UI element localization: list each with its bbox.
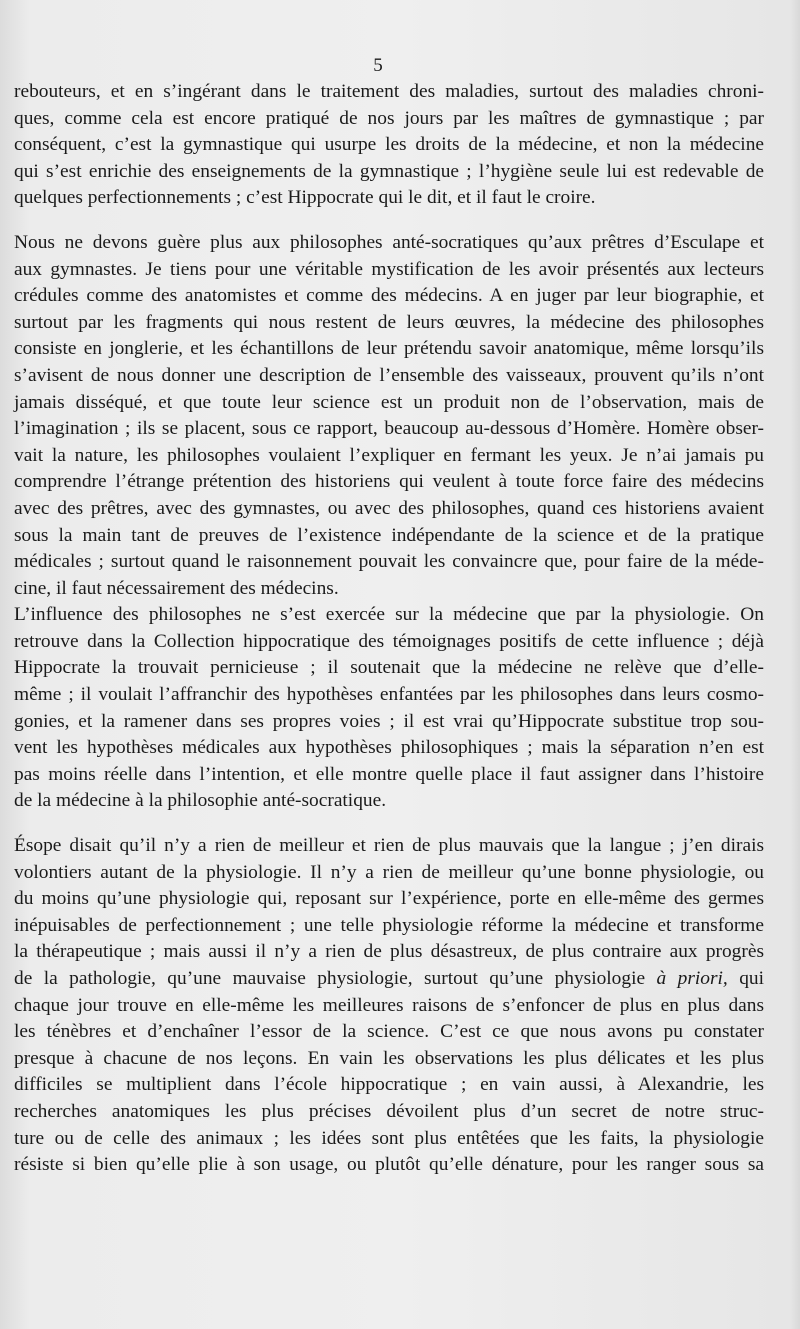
body-text: [14, 79, 764, 1179]
text-line: crédules comme des anatomistes et comme des médecins. A en juger par leur biographie, et: [14, 285, 764, 307]
text-line: qui s’est enrichie des enseignements de la gymnastique ; l’hygiène seule lui est redevable de: [14, 160, 764, 182]
text-line: ture ou de celle des animaux ; les idées sont plus entêtées que les faits, la physiologie: [14, 1127, 764, 1149]
text-line: vent les hypothèses médicales aux hypothèses philosophiques ; mais la séparation n’en est: [14, 737, 764, 759]
paragraph-3: [14, 602, 764, 815]
text-line: comprendre l’étrange prétention des historiens qui veulent à toute force faire des médecins: [14, 471, 764, 493]
text-line: rebouteurs, et en s’ingérant dans le traitement des maladies, surtout des maladies chroni-: [14, 81, 764, 102]
text-line: chaque jour trouve en elle-même les meilleures raisons de s’enfoncer de plus en plus dans: [14, 994, 764, 1016]
text-line: retrouve dans la Collection hippocratique des témoignages positifs de cette influence ; déjà: [14, 630, 764, 652]
text-line: s’avisent de nous donner une description de l’ensemble des vaisseaux, prouvent qu’ils n’ont: [14, 364, 764, 386]
text-line: jamais disséqué, et que toute leur science est un produit non de l’observation, mais de: [14, 391, 764, 413]
page-number: 5: [373, 55, 383, 76]
text-line: inépuisables de perfectionnement ; une telle physiologie réforme la médecine et transforme: [14, 914, 764, 936]
text-line: Nous ne devons guère plus aux philosophes anté-socratiques qu’aux prêtres d’Esculape et: [14, 231, 764, 253]
text-line: médicales ; surtout quand le raisonnement pouvait les convaincre que, pour faire de la méde-: [14, 551, 764, 573]
text-line: presque à chacune de nos leçons. En vain les observations les plus délicates et les plus: [14, 1047, 764, 1069]
text-line: surtout par les fragments qui nous restent de leurs œuvres, la médecine des philosophes: [14, 311, 764, 333]
text-segment: qui: [739, 968, 764, 989]
text-line: les ténèbres et d’enchaîner l’essor de la science. C’est ce que nous avons pu constater: [14, 1021, 764, 1043]
text-line: L’influence des philosophes ne s’est exercée sur la médecine que par la physiologie. On: [14, 604, 764, 626]
text-line: du moins qu’une physiologie qui, reposant sur l’expérience, porte en elle-même des germes: [14, 888, 764, 910]
text-line: conséquent, c’est la gymnastique qui usurpe les droits de la médecine, et non la médecine: [14, 134, 764, 156]
paragraph-2: [14, 230, 764, 602]
text-line: Hippocrate la trouvait pernicieuse ; il soutenait que la médecine ne relève que d’elle-: [14, 657, 764, 679]
text-line: Ésope disait qu’il n’y a rien de meilleur et rien de plus mauvais que la langue ; j’en dirais: [14, 835, 764, 857]
text-line: sous la main tant de preuves de l’existence indépendante de la science et de la pratique: [14, 524, 764, 546]
text-line: même ; il voulait l’affranchir des hypothèses enfantées par les philosophes dans leurs cosmo-: [14, 684, 764, 706]
paragraph-4: [14, 833, 764, 1179]
text-line: aux gymnastes. Je tiens pour une véritable mystification de les avoir présentés aux lecteurs: [14, 258, 764, 280]
text-line-with-italic: [14, 966, 764, 993]
text-line: cine, il faut nécessairement des médecins.: [14, 577, 339, 599]
text-line: consiste en jonglerie, et les échantillons de leur prétendu savoir anatomique, même lorsqu’ils: [14, 338, 764, 360]
text-line: ques, comme cela est encore pratiqué de nos jours par les maîtres de gymnastique ; par: [14, 107, 764, 129]
text-line: la thérapeutique ; mais aussi il n’y a rien de plus désastreux, de plus contraire aux progrès: [14, 941, 764, 963]
text-segment: de la pathologie, qu’une mauvaise physiologie, surtout qu’une physiologie: [14, 968, 646, 989]
text-line: difficiles se multiplient dans l’école hippocratique ; en vain aussi, à Alexandrie, les: [14, 1074, 764, 1096]
italic-phrase: à priori,: [656, 968, 728, 989]
paragraph-1: [14, 79, 764, 212]
text-line: volontiers autant de la physiologie. Il n’y a rien de meilleur qu’une bonne physiologie, ou: [14, 861, 764, 883]
text-line: de la médecine à la philosophie anté-socratique.: [14, 790, 387, 812]
text-line: avec des prêtres, avec des gymnastes, ou avec des philosophes, quand ces historiens avaient: [14, 497, 764, 519]
text-line: quelques perfectionnements ; c’est Hippocrate qui le dit, et il faut le croire.: [14, 187, 596, 209]
text-line: recherches anatomiques les plus précises dévoilent plus d’un secret de notre struc-: [14, 1100, 764, 1122]
text-line: vait la nature, les philosophes voulaient l’expliquer en fermant les yeux. Je n’ai jamais pu: [14, 444, 764, 466]
text-line: gonies, et la ramener dans ses propres voies ; il est vrai qu’Hippocrate substitue trop sou-: [14, 710, 764, 732]
text-line: l’imagination ; ils se placent, sous ce rapport, beaucoup au-dessous d’Homère. Homère obser-: [14, 418, 764, 440]
text-line: résiste si bien qu’elle plie à son usage, ou plutôt qu’elle dénature, pour les ranger sous sa: [14, 1154, 764, 1176]
text-line: pas moins réelle dans l’intention, et elle montre quelle place il faut assigner dans l’histoire: [14, 763, 764, 785]
